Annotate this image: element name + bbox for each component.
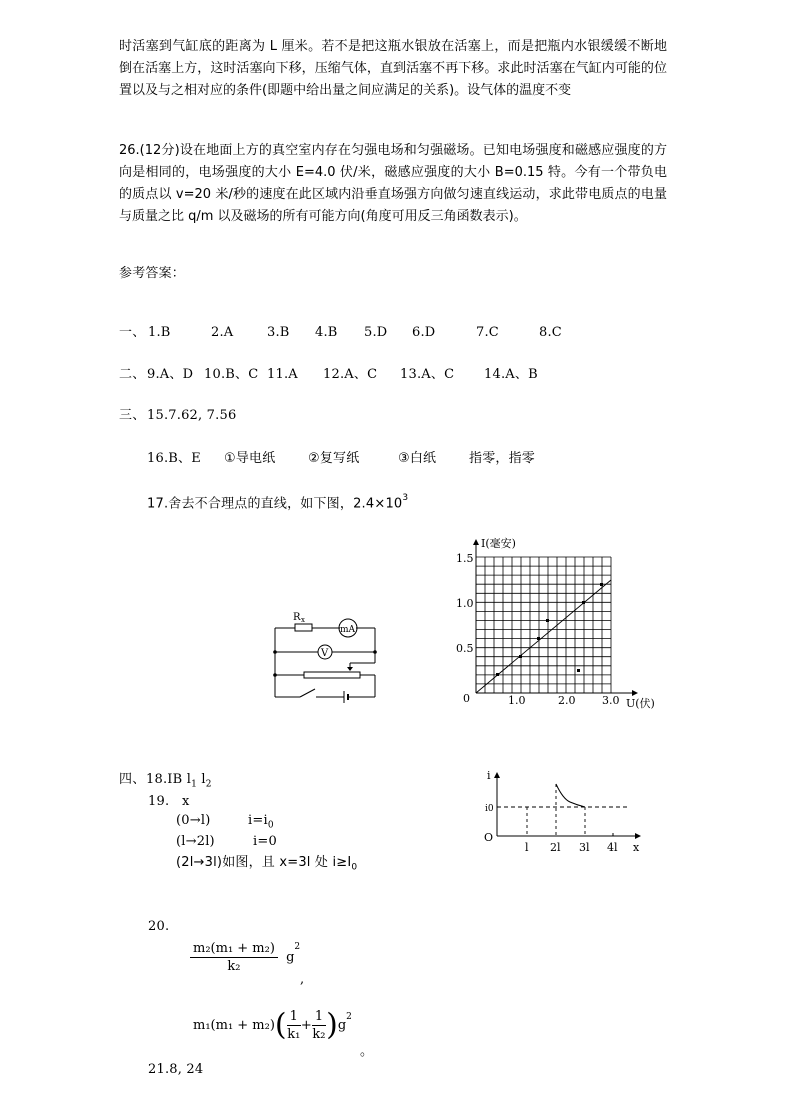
answer-item: 8.C xyxy=(539,325,562,340)
resistor-subscript: x xyxy=(301,616,305,624)
answer-item: 5.D xyxy=(364,325,388,340)
answer-item: 14.A、B xyxy=(484,367,538,382)
fraction-k1-denominator: k₁ xyxy=(287,1027,301,1042)
i0-label: i0 xyxy=(485,804,494,814)
answer-q18-sub2: 2 xyxy=(205,779,212,790)
answer-item: 11.A xyxy=(267,367,298,382)
question-26: 26.(12分)设在地面上方的真空室内存在匀强电场和匀强磁场。已知电场强度和磁感应强度的方向是相同的，电场强度的大小 E=4.0 伏/米，磁感应强度的大小 B=0.15 特。今有一个带负电的质点以 v=20 米/秒的速度在此区域内沿垂直场强方向做匀速直线运动，求此带电质点的电量与质量之比 q/m 以及磁场的所有可能方向(角度可用反三角函数表示)。 xyxy=(119,143,667,224)
answer-q19-range-2: (l→2l) xyxy=(176,834,215,849)
answer-item: 2.A xyxy=(211,325,234,340)
comma: , xyxy=(300,972,305,987)
answer-q19-range-3 xyxy=(176,852,357,879)
answer-q16-item2: ②复写纸 xyxy=(308,451,360,466)
answer-q16-item1: ①导电纸 xyxy=(224,451,276,466)
answer-q17-exponent: 3 xyxy=(402,493,409,503)
tick-4l: 4l xyxy=(607,841,618,854)
answer-q19-x: x xyxy=(182,794,190,809)
answer-q18-l1: l xyxy=(186,772,192,787)
answer-item: 13.A、C xyxy=(400,367,455,382)
x-tick-3-0: 3.0 xyxy=(602,694,620,707)
tick-l: l xyxy=(525,841,529,854)
fraction-1-denominator: k₂ xyxy=(227,959,241,974)
x-tick-1-0: 1.0 xyxy=(508,694,526,707)
iu-chart xyxy=(440,530,660,720)
fraction-1-numerator: m₂(m₁ + m₂) xyxy=(190,940,278,958)
ix-graph xyxy=(470,765,650,860)
g-exponent-2: 2 xyxy=(346,1012,352,1022)
answer-q20-expression-1 xyxy=(190,940,300,975)
fraction-k1-numerator: 1 xyxy=(287,1008,301,1026)
answer-item: 4.B xyxy=(315,325,338,340)
fraction-k1 xyxy=(287,1008,301,1043)
g-term: g xyxy=(286,950,295,965)
fraction-k2 xyxy=(312,1008,326,1043)
origin-o-label: O xyxy=(484,831,494,844)
open-paren: ( xyxy=(274,1007,287,1043)
y-axis-label: I(毫安) xyxy=(481,537,516,550)
fraction-k2-numerator: 1 xyxy=(312,1008,326,1026)
answer-item: 3.B xyxy=(267,325,290,340)
y-tick-1-0: 1.0 xyxy=(456,597,474,610)
g-term-2: g xyxy=(337,1018,347,1033)
y-tick-1-5: 1.5 xyxy=(456,552,474,565)
lead-term: m₁(m₁ + m₂) xyxy=(193,1018,275,1033)
answer-item: 9.A、D xyxy=(147,367,194,382)
tick-2l: 2l xyxy=(550,841,561,854)
x-tick-2-0: 2.0 xyxy=(558,694,576,707)
resistor-label: R xyxy=(293,612,301,623)
period: 。 xyxy=(360,1044,374,1059)
circuit-diagram xyxy=(260,600,390,710)
question-25-tail: 时活塞到气缸底的距离为 L 厘米。若不是把这瓶水银放在活塞上，而是把瓶内水银缓缓不断地倒在活塞上方，这时活塞向下移，压缩气体，直到活塞不再下移。求此时活塞在气缸内可能的位置以及与之相对应的条件(即题中给出量之间应满足的关系)。设气体的温度不变 xyxy=(119,39,667,98)
x-axis-label: U(伏) xyxy=(626,697,655,710)
plus-sign: + xyxy=(300,1018,312,1033)
answer-q19-range-3-sub: 0 xyxy=(351,862,358,873)
section-1-prefix: 一、 xyxy=(119,325,146,340)
answer-q18-sub1: 1 xyxy=(191,779,198,790)
i-axis-label: i xyxy=(487,769,491,782)
fraction-k2-denominator: k₂ xyxy=(312,1027,326,1042)
answers-heading: 参考答案： xyxy=(119,266,186,281)
answer-item: 10.B、C xyxy=(204,367,259,382)
x-axis-label: x xyxy=(633,841,640,854)
close-paren: ) xyxy=(326,1007,338,1043)
answer-item: 1.B xyxy=(148,325,171,340)
answer-q19-cond-2: i=0 xyxy=(253,834,277,849)
answer-q21: 21.8, 24 xyxy=(148,1062,204,1077)
answer-q19-range-3-text: (2l→3l)如图，且 x=3l 处 i≥I xyxy=(176,855,352,870)
answer-q16-item4: 指零，指零 xyxy=(469,451,536,466)
answer-q20-expression-2 xyxy=(193,1008,352,1043)
answer-q18-text: 18.IB xyxy=(146,772,183,787)
answer-q19-label: 19. xyxy=(148,794,170,809)
answer-q19-range-1: (0→l) xyxy=(176,813,211,828)
ammeter-label: mA xyxy=(340,625,356,635)
answer-item: 6.D xyxy=(412,325,436,340)
answer-q17 xyxy=(147,489,408,515)
y-tick-0-5: 0.5 xyxy=(456,642,474,655)
answer-q17-text: 17.舍去不合理点的直线，如下图，2.4×10 xyxy=(147,496,403,512)
section-2-prefix: 二、 xyxy=(119,367,146,382)
answer-q15: 15.7.62, 7.56 xyxy=(147,408,237,423)
decay-curve xyxy=(556,784,585,807)
answer-q18-l2: l xyxy=(201,772,206,787)
answer-q19-cond-1-sub: 0 xyxy=(267,820,274,831)
fit-line xyxy=(476,580,611,693)
tick-3l: 3l xyxy=(579,841,590,854)
g-exponent: 2 xyxy=(294,942,301,952)
section-4-prefix: 四、 xyxy=(119,772,146,787)
answer-q19-cond-1-text: i=i xyxy=(248,813,268,828)
answer-item: 12.A、C xyxy=(323,367,378,382)
fraction-1 xyxy=(190,940,278,975)
section-3-prefix: 三、 xyxy=(119,408,146,423)
answer-q16-choice: 16.B、E xyxy=(147,451,201,466)
origin-label: 0 xyxy=(463,692,470,705)
answer-item: 7.C xyxy=(476,325,499,340)
answer-q16-item3: ③白纸 xyxy=(398,451,437,466)
voltmeter-label: V xyxy=(321,648,329,659)
answer-q20-label: 20. xyxy=(148,919,170,934)
